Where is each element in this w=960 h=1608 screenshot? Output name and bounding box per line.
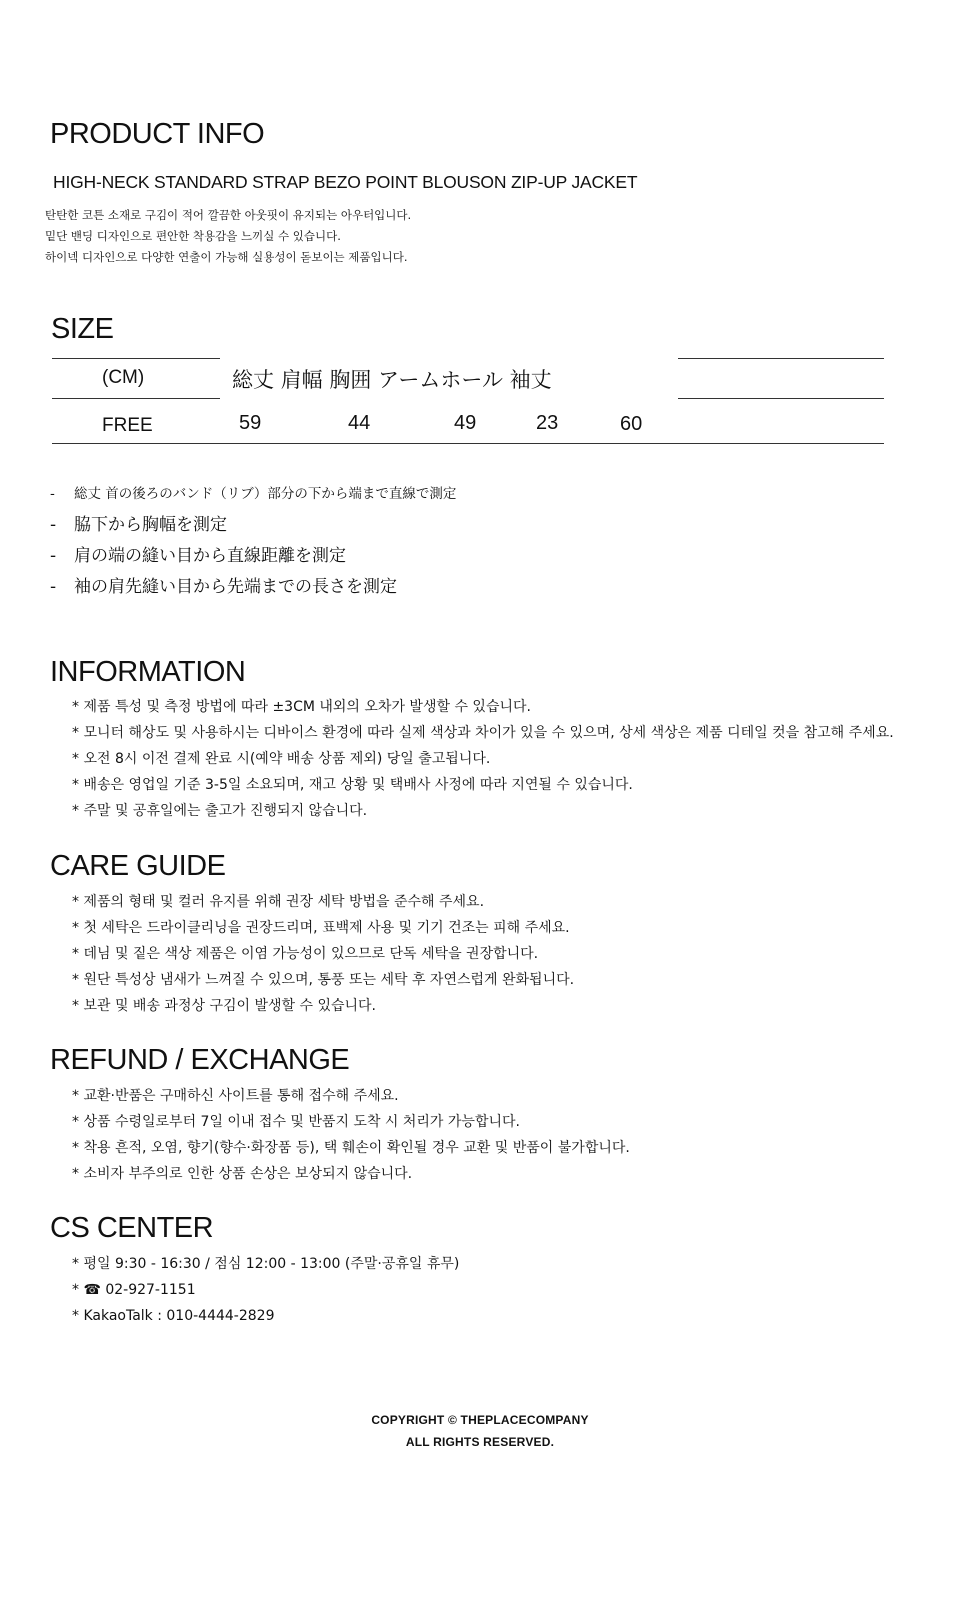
size-note: - 袖の肩先縫い目から先端までの長さを測定 bbox=[50, 577, 397, 597]
size-unit-label: (CM) bbox=[102, 367, 145, 388]
information-heading: INFORMATION bbox=[50, 656, 246, 688]
list-item: * 제품의 형태 및 컬러 유지를 위해 권장 세탁 방법을 준수해 주세요. bbox=[72, 894, 485, 910]
size-note: - 肩の端の縫い目から直線距離を測定 bbox=[50, 546, 346, 566]
size-value-total-length: 59 bbox=[239, 412, 262, 434]
size-note-text: 肩の端の縫い目から直線距離を測定 bbox=[74, 546, 346, 566]
size-value-armhole: 23 bbox=[536, 412, 559, 434]
care-guide-list bbox=[72, 889, 574, 1019]
size-table-top-rule-left bbox=[52, 358, 220, 359]
size-note-text: 総丈 首の後ろのバンド（リブ）部分の下から端まで直線で測定 bbox=[74, 486, 457, 502]
list-item: * 보관 및 배송 과정상 구김이 발생할 수 있습니다. bbox=[72, 998, 377, 1014]
description-line: 탄탄한 코튼 소재로 구김이 적어 깔끔한 아웃핏이 유지되는 아우터입니다. bbox=[45, 208, 412, 222]
cs-phone: * ☎ 02-927-1151 bbox=[72, 1282, 196, 1298]
size-note-text: 脇下から胸幅を測定 bbox=[74, 515, 227, 535]
list-item: * 제품 특성 및 측정 방법에 따라 ±3CM 내외의 오차가 발생할 수 있습니다. bbox=[72, 699, 531, 715]
size-value-sleeve: 60 bbox=[620, 413, 643, 435]
cs-hours: * 평일 9:30 - 16:30 / 점심 12:00 - 13:00 (주말·공휴일 휴무) bbox=[72, 1256, 460, 1272]
size-table-header-rule-right bbox=[678, 398, 884, 399]
list-item: * 오전 8시 이전 결제 완료 시(예약 배송 상품 제외) 당일 출고됩니다. bbox=[72, 751, 491, 767]
product-title: HIGH-NECK STANDARD STRAP BEZO POINT BLOUSON ZIP-UP JACKET bbox=[53, 172, 638, 192]
size-heading: SIZE bbox=[51, 313, 114, 345]
size-note: - 脇下から胸幅を測定 bbox=[50, 515, 227, 535]
list-item: * 주말 및 공휴일에는 출고가 진행되지 않습니다. bbox=[72, 803, 368, 819]
size-value-chest: 49 bbox=[454, 412, 477, 434]
size-table-top-rule-right bbox=[678, 358, 884, 359]
size-note: - 総丈 首の後ろのバンド（リブ）部分の下から端まで直線で測定 bbox=[50, 486, 457, 502]
cs-center-list bbox=[72, 1251, 459, 1329]
list-item: * 모니터 해상도 및 사용하시는 디바이스 환경에 따라 실제 색상과 차이가 있을 수 있으며, 상세 색상은 제품 디테일 컷을 참고해 주세요. bbox=[72, 725, 894, 741]
refund-exchange-list bbox=[72, 1083, 630, 1187]
size-note-text: 袖の肩先縫い目から先端までの長さを測定 bbox=[74, 577, 397, 597]
cs-center-heading: CS CENTER bbox=[50, 1212, 214, 1244]
cs-kakaotalk: * KakaoTalk : 010-4444-2829 bbox=[72, 1308, 275, 1324]
size-value-shoulder: 44 bbox=[348, 412, 371, 434]
description-line: 하이넥 디자인으로 다양한 연출이 가능해 실용성이 돋보이는 제품입니다. bbox=[45, 250, 408, 264]
product-info-heading: PRODUCT INFO bbox=[50, 118, 265, 150]
size-row-label: FREE bbox=[102, 415, 153, 436]
list-item: * 원단 특성상 냄새가 느껴질 수 있으며, 통풍 또는 세탁 후 자연스럽게 완화됩니다. bbox=[72, 972, 575, 988]
list-item: * 데님 및 짙은 색상 제품은 이염 가능성이 있으므로 단독 세탁을 권장합니다. bbox=[72, 946, 539, 962]
list-item: * 소비자 부주의로 인한 상품 손상은 보상되지 않습니다. bbox=[72, 1166, 413, 1182]
list-item: * 상품 수령일로부터 7일 이내 접수 및 반품지 도착 시 처리가 가능합니다. bbox=[72, 1114, 520, 1130]
information-list bbox=[72, 694, 894, 824]
product-description bbox=[45, 205, 411, 268]
list-item: * 착용 흔적, 오염, 향기(향수·화장품 등), 택 훼손이 확인될 경우 교환 및 반품이 불가합니다. bbox=[72, 1140, 630, 1156]
list-item: * 첫 세탁은 드라이클리닝을 권장드리며, 표백제 사용 및 기기 건조는 피해 주세요. bbox=[72, 920, 570, 936]
list-item: * 교환·반품은 구매하신 사이트를 통해 접수해 주세요. bbox=[72, 1088, 399, 1104]
size-column-headers: 総丈 肩幅 胸囲 アームホール 袖丈 bbox=[232, 368, 552, 392]
care-guide-heading: CARE GUIDE bbox=[50, 850, 226, 882]
refund-exchange-heading: REFUND / EXCHANGE bbox=[50, 1044, 350, 1076]
copyright-line: COPYRIGHT © THEPLACECOMPANY bbox=[371, 1413, 589, 1427]
list-item: * 배송은 영업일 기준 3-5일 소요되며, 재고 상황 및 택배사 사정에 따라 지연될 수 있습니다. bbox=[72, 777, 633, 793]
description-line: 밑단 밴딩 디자인으로 편안한 착용감을 느끼실 수 있습니다. bbox=[45, 229, 341, 243]
rights-line: ALL RIGHTS RESERVED. bbox=[405, 1435, 555, 1449]
size-table-bottom-rule bbox=[52, 443, 884, 444]
size-table-header-rule-left bbox=[52, 398, 220, 399]
